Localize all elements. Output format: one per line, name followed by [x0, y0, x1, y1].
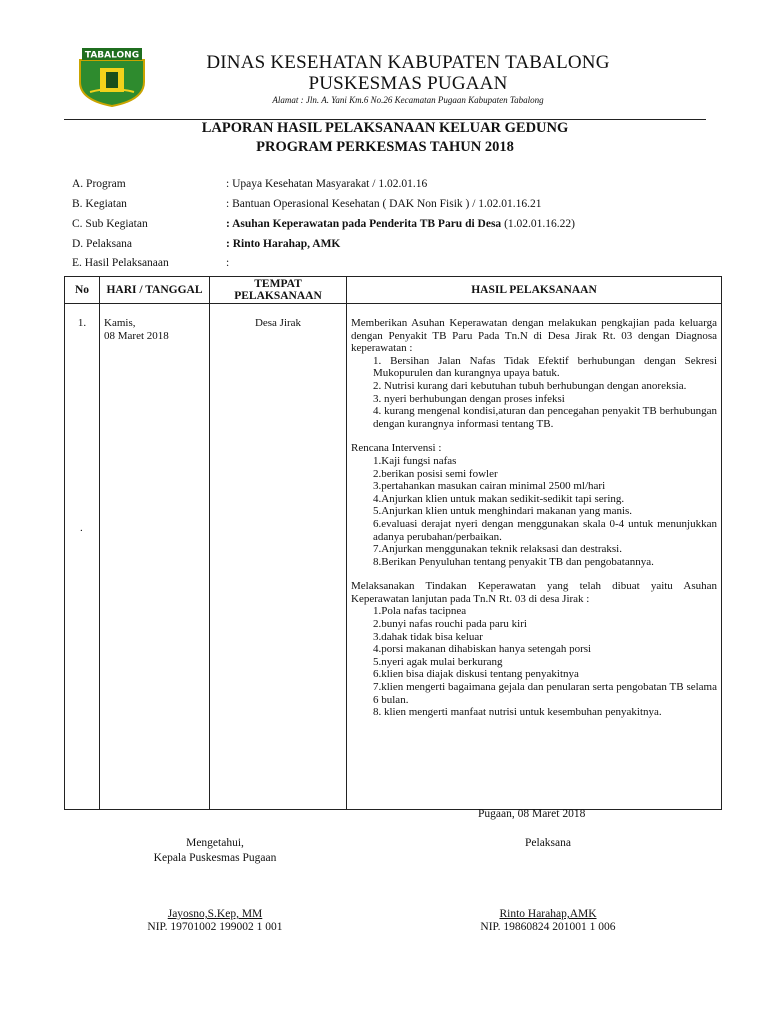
table-row [65, 304, 722, 810]
tabalong-logo [76, 46, 148, 108]
stray-dot: . [80, 522, 83, 534]
info-value: : [226, 257, 230, 269]
left-title2: Kepala Puskesmas Pugaan [153, 852, 277, 864]
info-label: E. Hasil Pelaksanaan [72, 257, 169, 269]
info-value-bold: : Asuhan Keperawatan pada Penderita TB Paru di Desa [226, 218, 502, 230]
org-name-line1: DINAS KESEHATAN KABUPATEN TABALONG [206, 52, 610, 73]
cell-no: 1. [65, 304, 100, 810]
diagnosis-item: 2. Nutrisi kurang dari kebutuhan tubuh berhubungan dengan anoreksia. [373, 379, 687, 392]
result-intro: Memberikan Asuhan Keperawatan dengan melakukan pengkajian pada keluarga dengan Penyakit TB Paru Pada Tn.N di Desa Jirak Rt. 03 dengan Diagnosa keperawatan : [351, 317, 717, 355]
action-intro: Melaksanakan Tindakan Keperawatan yang telah dibuat yaitu Asuhan Keperawatan lanjutan pada Tn.N Rt. 03 di desa Jirak : [351, 580, 717, 605]
info-value: : Bantuan Operasional Kesehatan ( DAK Non Fisik ) / 1.02.01.16.21 [226, 198, 542, 210]
action-item: 5.nyeri agak mulai berkurang [373, 655, 503, 668]
left-signer-name: Jayosno,S.Kep, MM [167, 908, 263, 920]
plan-item: 5.Anjurkan klien untuk menghindari makanan yang manis. [373, 505, 633, 518]
col-header-no: No [65, 277, 100, 304]
right-title: Pelaksana [525, 837, 571, 849]
table-header-row [65, 277, 722, 304]
action-item: 4.porsi makanan dihabiskan hanya setengah porsi [373, 643, 592, 656]
info-label: B. Kegiatan [72, 198, 127, 210]
right-signer-name: Rinto Harahap,AMK [499, 908, 597, 920]
action-item: 7.klien mengerti bagaimana gejala dan penularan serta pengobatan TB selama 6 bulan. [373, 681, 717, 706]
report-subtitle: PROGRAM PERKESMAS TAHUN 2018 [256, 139, 514, 155]
action-item: 3.dahak tidak bisa keluar [373, 630, 483, 643]
info-value: : Upaya Kesehatan Masyarakat / 1.02.01.16 [226, 178, 428, 190]
plan-item: 3.pertahankan masukan cairan minimal 2500 ml/hari [373, 480, 606, 493]
action-item: 2.bunyi nafas rouchi pada paru kiri [373, 618, 527, 631]
diagnosis-item: 1. Bersihan Jalan Nafas Tidak Efektif berhubungan dengan Sekresi Mukopurulen dan kurangnya upaya batuk. [373, 354, 717, 380]
org-name-line2: PUSKESMAS PUGAAN [308, 73, 508, 94]
plan-item: 4.Anjurkan klien untuk makan sedikit-sedikit tapi sering. [373, 492, 625, 505]
action-item: 8. klien mengerti manfaat nutrisi untuk kesembuhan penyakitnya. [373, 706, 662, 719]
left-title1: Mengetahui, [186, 837, 244, 849]
plan-item: 2.berikan posisi semi fowler [373, 467, 498, 480]
action-item: 6.klien bisa diajak diskusi tentang penyakitnya [373, 668, 579, 681]
cell-result [347, 304, 722, 810]
diagnosis-item: 3. nyeri berhubungan dengan proses infeksi [373, 392, 565, 405]
col-header-place: TEMPAT PELAKSANAAN [210, 277, 347, 304]
plan-item: 8.Berikan Penyuluhan tentang penyakit TB dan pengobatannya. [373, 555, 654, 568]
info-label: A. Program [72, 178, 126, 190]
diagnosis-item: 4. kurang mengenal kondisi,aturan dan pencegahan penyakit TB berhubungan dengan kurangnya informasi tentang TB. [373, 405, 717, 430]
info-value [226, 238, 340, 251]
info-value-bold: : Rinto Harahap, AMK [226, 238, 341, 250]
plan-item: 6.evaluasi derajat nyeri dengan menggunakan skala 0-4 untuk menunjukkan adanya perubahan/perbaikan. [373, 517, 717, 543]
report-table [64, 276, 722, 810]
org-address: Alamat : Jln. A. Yani Km.6 No.26 Kecamatan Pugaan Kabupaten Tabalong [272, 95, 544, 105]
info-label: D. Pelaksana [72, 238, 133, 250]
col-header-result: HASIL PELAKSANAAN [347, 277, 722, 304]
action-item: 1.Pola nafas tacipnea [373, 605, 467, 618]
cell-date-value: 08 Maret 2018 [104, 329, 169, 342]
info-label: C. Sub Kegiatan [72, 218, 148, 230]
info-value [226, 218, 575, 231]
cell-place: Desa Jirak [210, 304, 347, 810]
cell-day: Kamis, [104, 317, 136, 329]
report-title: LAPORAN HASIL PELAKSANAAN KELUAR GEDUNG [201, 120, 569, 136]
col-header-date: HARI / TANGGAL [100, 277, 210, 304]
plan-title: Rencana Intervensi : [351, 442, 442, 455]
cell-date [100, 304, 210, 810]
svg-text:TABALONG: TABALONG [84, 50, 140, 61]
info-value-code: (1.02.01.16.22) [501, 218, 575, 230]
plan-item: 7.Anjurkan menggunakan teknik relaksasi dan destraksi. [373, 543, 622, 556]
plan-item: 1.Kaji fungsi nafas [373, 454, 457, 467]
right-signer-nip: NIP. 19860824 201001 1 006 [480, 921, 616, 933]
place-date: Pugaan, 08 Maret 2018 [478, 808, 586, 820]
left-signer-nip: NIP. 19701002 199002 1 001 [147, 921, 283, 933]
